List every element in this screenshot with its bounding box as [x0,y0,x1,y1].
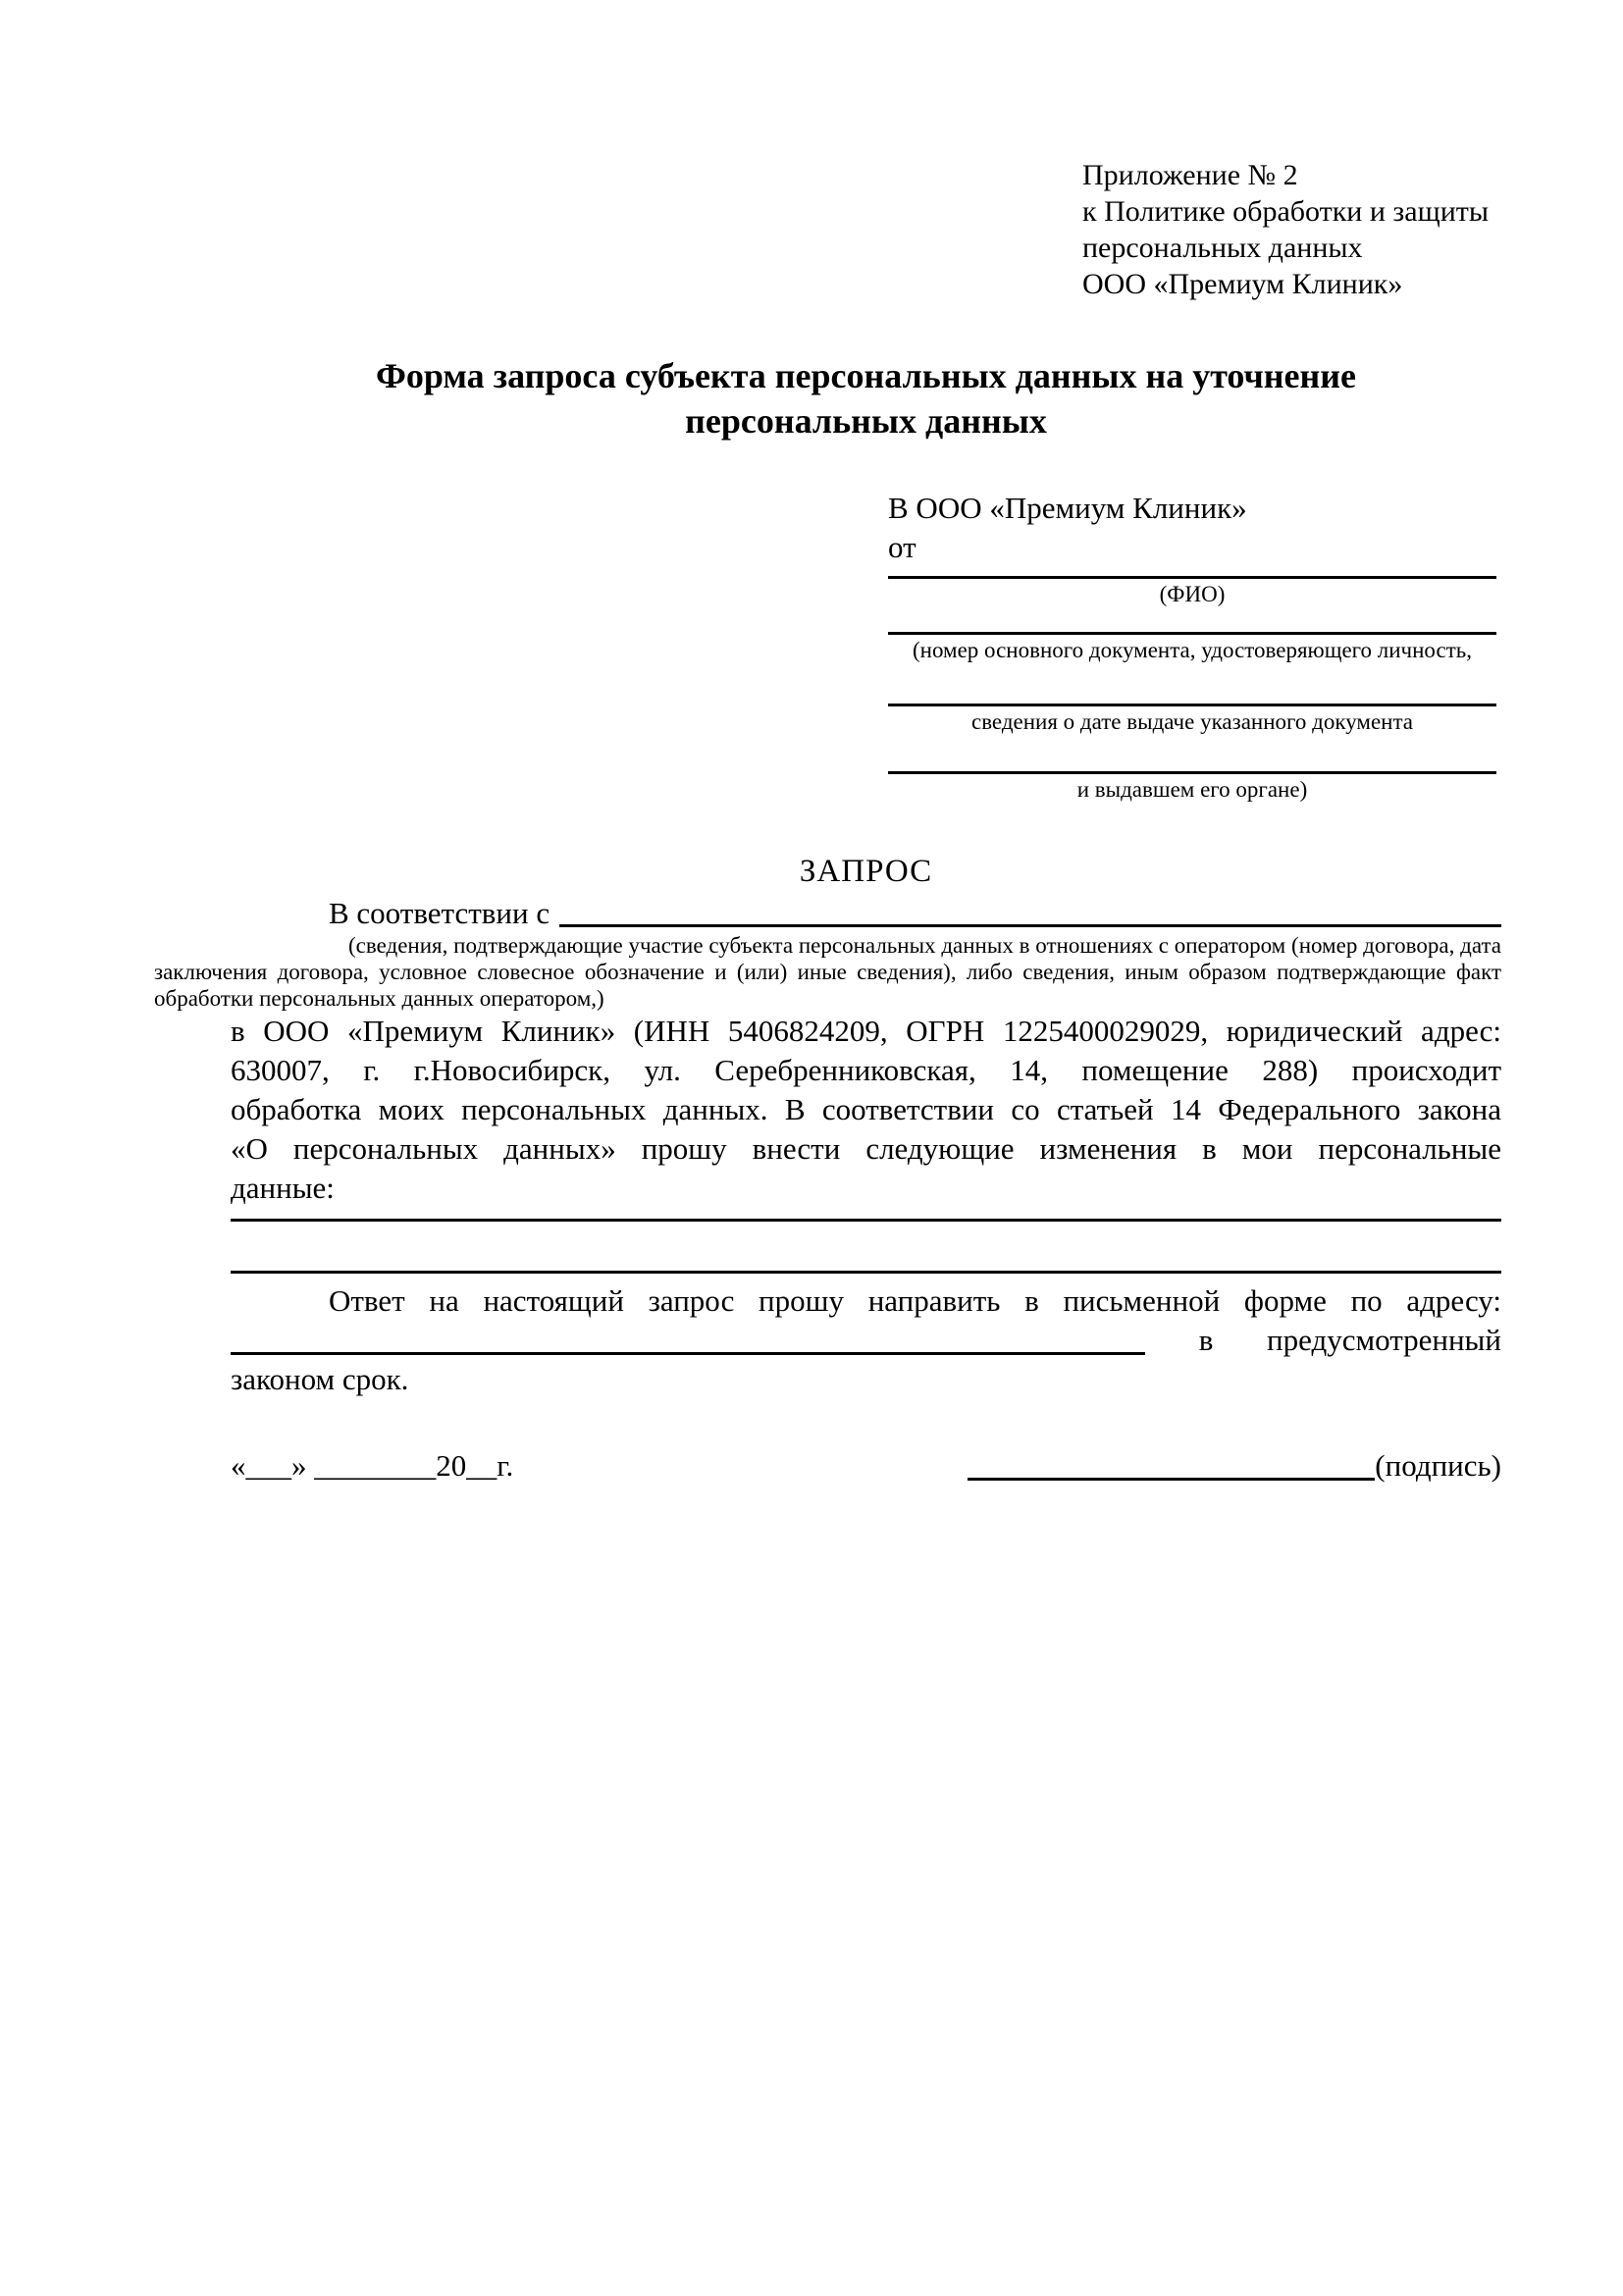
appendix-line: персональных данных [1082,232,1363,264]
fio-blank-field[interactable] [888,567,1496,579]
reply-word: в [1198,1323,1214,1357]
signature-group [968,1446,1501,1486]
reply-word: предусмотренный [1267,1323,1501,1357]
accordance-text: В соответствии с [329,896,550,930]
accordance-blank-field[interactable] [559,924,1501,927]
reply-paragraph [231,1281,1501,1399]
appendix-header [1082,157,1501,302]
fine-print-line: (сведения, подтверждающие участие субъекта персональных данных в отношениях с оператором (номер договора, дата [348,933,1501,958]
addressee-block [888,489,1496,803]
fine-print-note [154,932,1501,1012]
request-heading: ЗАПРОС [799,854,933,889]
signature-blank-field[interactable] [968,1451,1375,1481]
addressee-to: В ООО «Премиум Клиник» [888,491,1247,525]
date-signature-row [231,1446,1501,1486]
signature-label: (подпись) [1375,1448,1501,1483]
page-title [231,353,1501,444]
page-title-line: Форма запроса субъекта персональных данных на уточнение [376,356,1356,395]
accordance-row [231,895,1501,932]
request-body-line: обработка моих персональных данных. В соответствии со статьей 14 Федерального закона [231,1092,1501,1126]
request-body-line: «О персональных данных» прошу внести следующие изменения в мои персональные [231,1131,1501,1166]
page-title-line: персональных данных [685,401,1047,441]
request-body [231,1012,1501,1208]
issuing-authority-blank-field[interactable] [888,735,1496,774]
fine-print-line: обработки персональных данных оператором,) [154,986,604,1011]
changes-blank-field-2[interactable] [231,1222,1501,1274]
appendix-line: к Политике обработки и защиты [1082,195,1490,228]
document-number-blank-field[interactable] [888,607,1496,635]
changes-blank-field-1[interactable] [231,1208,1501,1222]
request-body-line: 630007, г. г.Новосибирск, ул. Серебренниковская, 14, помещение 288) происходит [231,1053,1501,1087]
addressee-from: от [888,530,916,564]
fine-print-line: заключения договора, условное словесное обозначение и (или) иные сведения), либо сведения, иным образом подтверждающие факт [154,960,1501,984]
reply-address-blank-field[interactable] [231,1326,1145,1355]
date-blank-field[interactable]: «___» ________20__г. [231,1448,514,1483]
issue-date-label: сведения о дате выдаче указанного документа [970,709,1414,734]
issue-date-blank-field[interactable] [888,663,1496,706]
issuing-authority-label: и выдавшем его органе) [1076,777,1308,802]
request-body-line: в ООО «Премиум Клиник» (ИНН 5406824209, ОГРН 1225400029029, юридический адрес: [231,1014,1501,1048]
document-number-label: (номер основного документа, удостоверяющего личность, [912,638,1472,662]
appendix-line: Приложение № 2 [1082,159,1298,191]
appendix-line: ООО «Премиум Клиник» [1082,268,1403,300]
reply-address-row [231,1321,1501,1360]
reply-line: Ответ на настоящий запрос прошу направить в письменной форме по адресу: [329,1283,1501,1318]
request-body-line: данные: [231,1171,335,1205]
reply-line: законом срок. [231,1362,409,1396]
fio-label: (ФИО) [1159,582,1226,606]
